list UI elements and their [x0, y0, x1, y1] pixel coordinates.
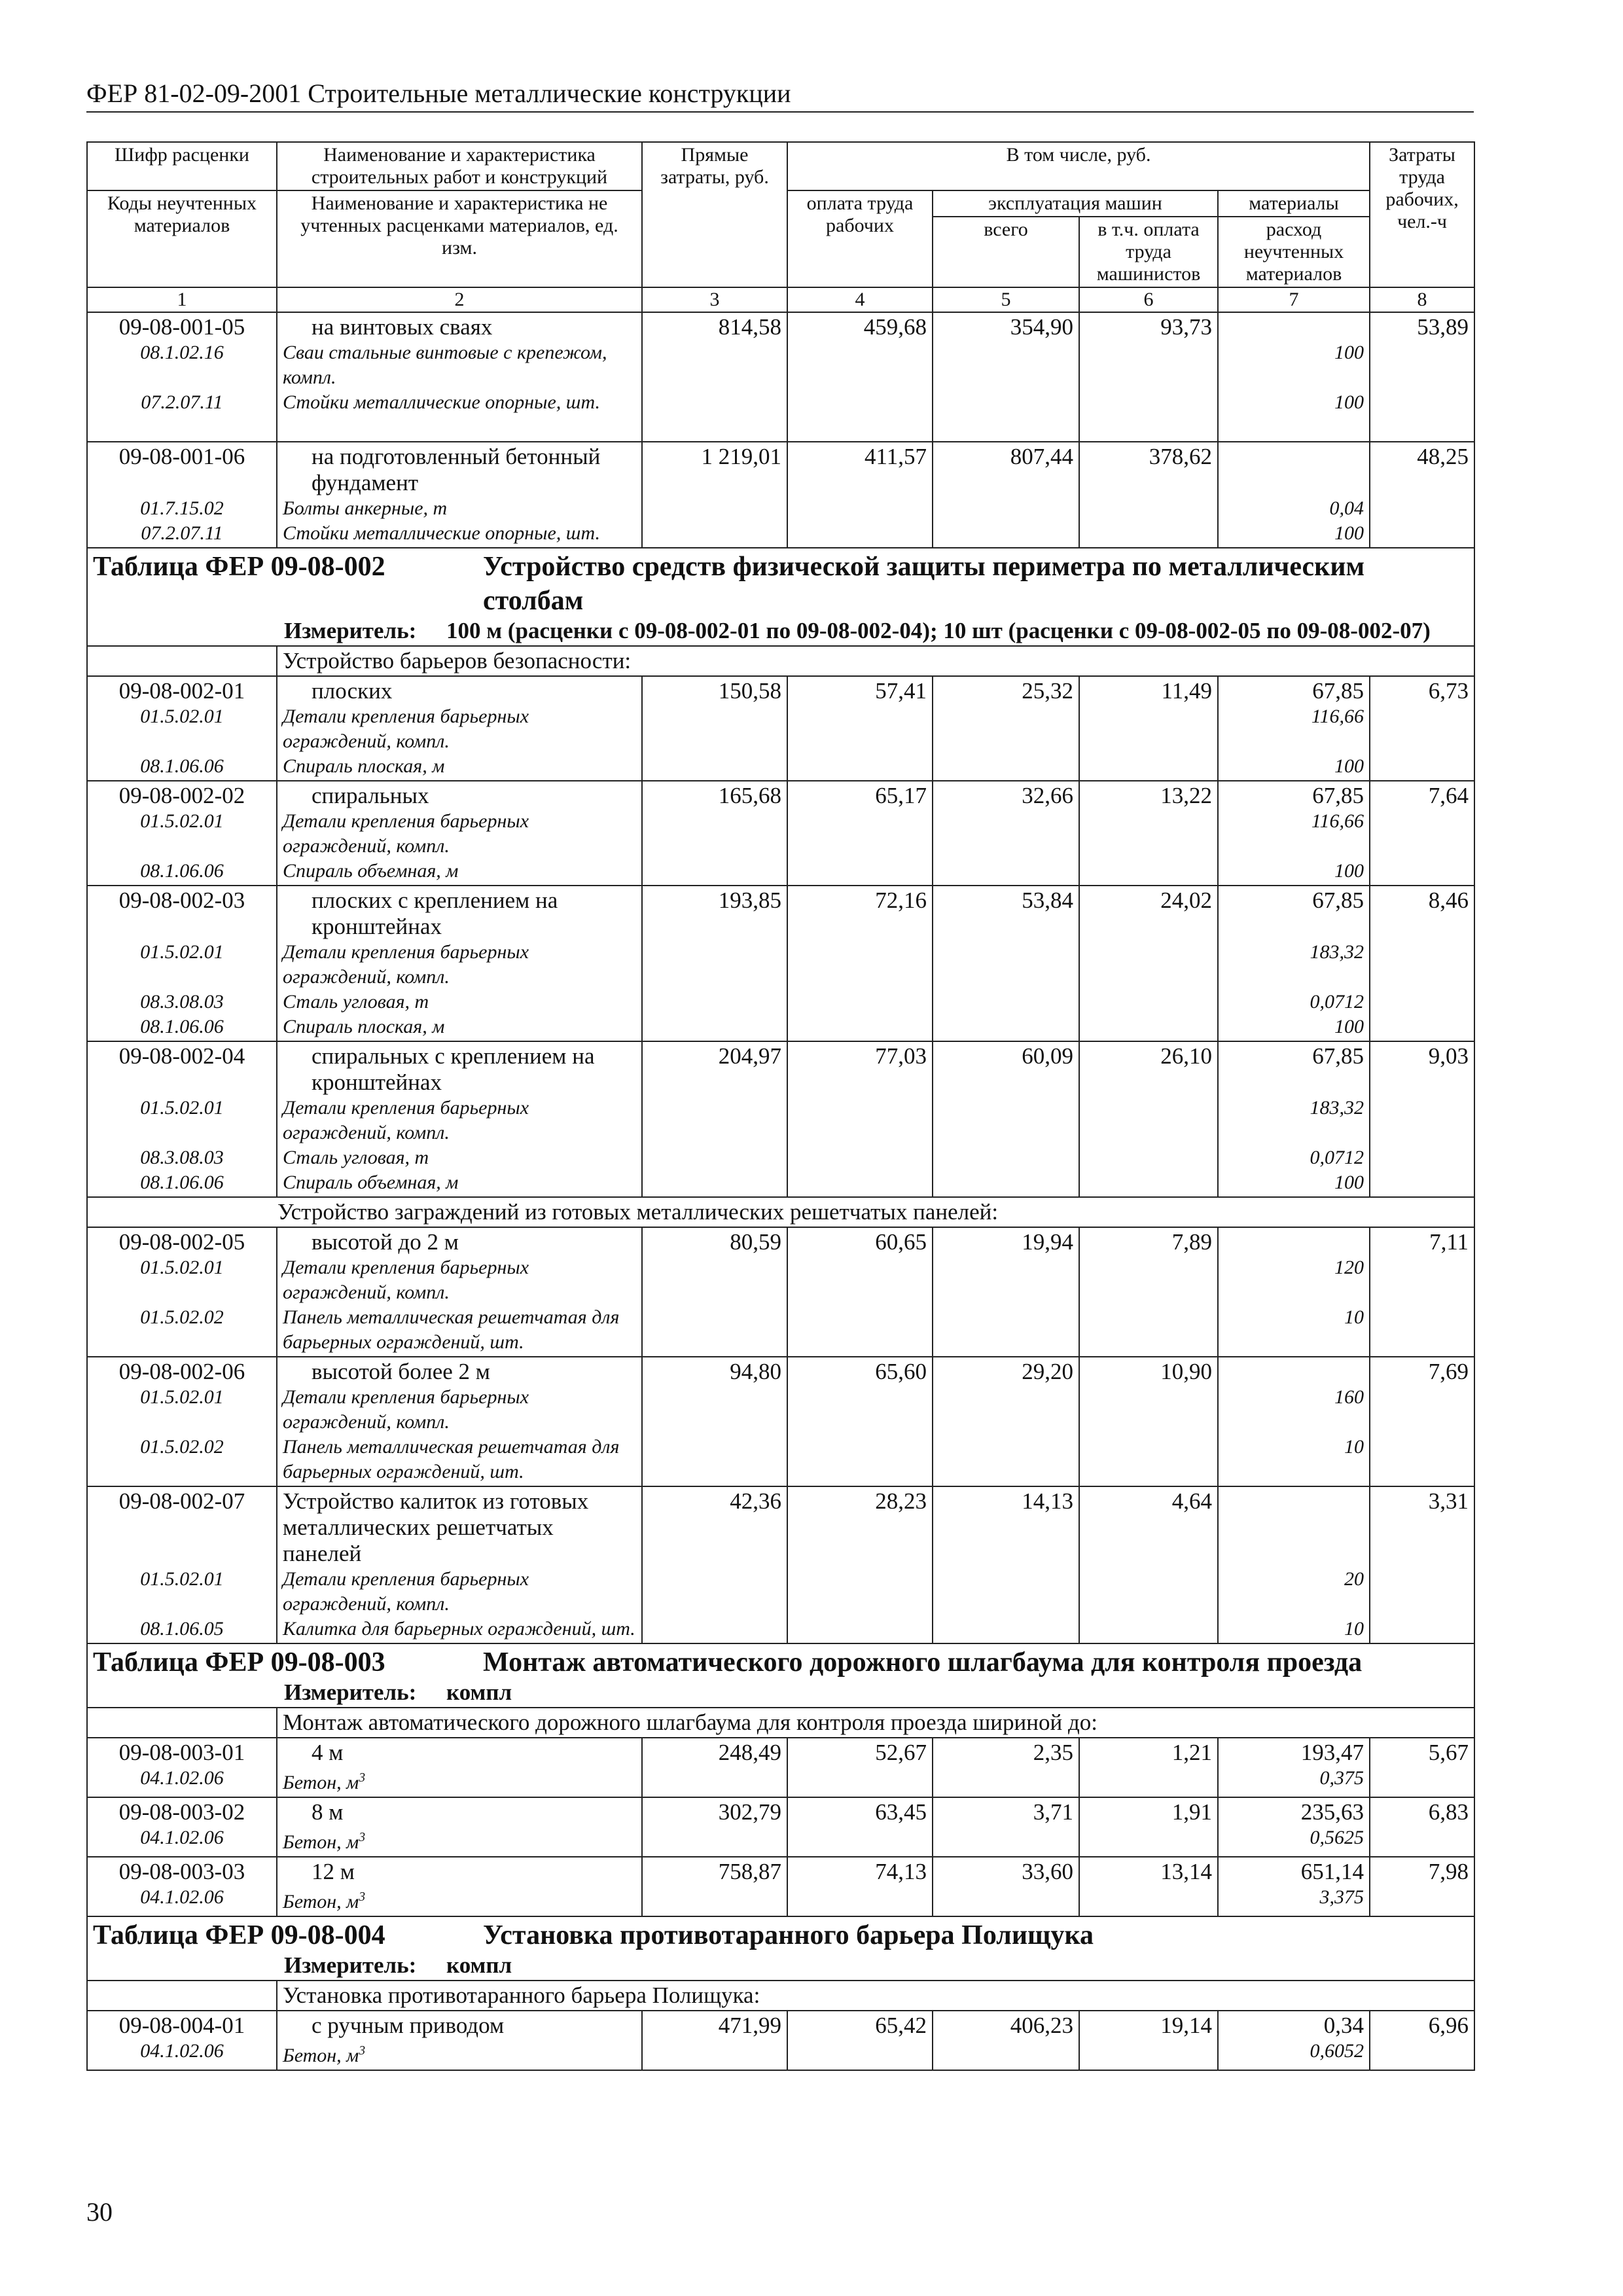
table-row [87, 1797, 1474, 1857]
machinist-labor: 1,91 [1079, 1797, 1218, 1857]
labor-cost: 411,57 [787, 442, 933, 548]
material-code: 01.7.15.02 [140, 497, 224, 519]
machinist-labor: 13,14 [1079, 1857, 1218, 1916]
direct-cost: 150,58 [642, 676, 787, 781]
table-title-row [87, 1643, 1474, 1708]
rate-name: 12 м [312, 1859, 355, 1884]
labor-cost: 60,65 [787, 1227, 933, 1357]
table-title-row [87, 548, 1474, 646]
table-title: Устройство средств физической защиты периметра по металлическим столбам [483, 552, 1365, 616]
workers-hours: 53,89 [1370, 312, 1474, 442]
labor-cost: 57,41 [787, 676, 933, 781]
machine-cost: 19,94 [933, 1227, 1079, 1357]
section-row [87, 1981, 1474, 2011]
workers-hours: 6,96 [1370, 2011, 1474, 2070]
material-name: Спираль объемная, м [283, 1172, 459, 1193]
material-usage: 120 [1334, 1257, 1364, 1278]
machinist-labor: 10,90 [1079, 1357, 1218, 1486]
machinist-labor: 1,21 [1079, 1738, 1218, 1797]
machinist-labor: 11,49 [1079, 676, 1218, 781]
direct-cost: 471,99 [642, 2011, 787, 2070]
material-cost: 193,47 [1300, 1740, 1364, 1765]
rate-name: спиральных [312, 783, 429, 808]
workers-hours: 5,67 [1370, 1738, 1474, 1797]
direct-cost: 193,85 [642, 886, 787, 1041]
workers-hours: 7,11 [1370, 1227, 1474, 1357]
colnum: 2 [277, 287, 642, 312]
workers-hours: 48,25 [1370, 442, 1474, 548]
rate-name: на винтовых сваях [312, 314, 493, 340]
material-usage: 116,66 [1311, 810, 1364, 832]
table-row [87, 1738, 1474, 1797]
material-name: Калитка для барьерных ограждений, шт. [283, 1618, 635, 1640]
running-header: ФЕР 81-02-09-2001 Строительные металлические конструкции [86, 79, 1474, 113]
direct-cost: 80,59 [642, 1227, 787, 1357]
material-name: Детали крепления барьерных ограждений, компл. [283, 1568, 529, 1615]
machine-cost: 60,09 [933, 1041, 1079, 1197]
unit-superscript: 3 [359, 1890, 366, 1904]
header-materials: материалы [1218, 190, 1370, 217]
direct-cost: 814,58 [642, 312, 787, 442]
direct-cost: 165,68 [642, 781, 787, 886]
colnum: 3 [642, 287, 787, 312]
material-code: 04.1.02.06 [140, 1886, 224, 1908]
labor-cost: 74,13 [787, 1857, 933, 1916]
page-number: 30 [86, 2197, 113, 2227]
material-code: 08.1.06.06 [140, 1016, 224, 1037]
section-title: Устройство барьеров безопасности: [277, 646, 1474, 676]
material-name: Бетон, м [283, 1831, 359, 1853]
measure-unit: компл [446, 1679, 512, 1705]
material-code: 04.1.02.06 [140, 1827, 224, 1848]
material-usage: 0,6052 [1310, 2040, 1364, 2062]
direct-cost: 302,79 [642, 1797, 787, 1857]
material-name: Спираль плоская, м [283, 1016, 445, 1037]
colnum: 1 [87, 287, 277, 312]
header-machines: эксплуатация машин [933, 190, 1218, 217]
material-cost: 651,14 [1300, 1859, 1364, 1884]
rate-name: высотой до 2 м [312, 1229, 459, 1255]
machinist-labor: 24,02 [1079, 886, 1218, 1041]
header-name: Наименование и характеристика строительных работ и конструкций [277, 142, 642, 190]
rate-code: 09-08-002-04 [118, 1043, 245, 1069]
rate-name: спиральных с креплением на кронштейнах [312, 1043, 595, 1095]
rate-code: 09-08-001-05 [118, 314, 245, 340]
rate-code: 09-08-003-02 [118, 1799, 245, 1825]
table-row [87, 781, 1474, 886]
header-labor: оплата труда рабочих [787, 190, 933, 287]
page [86, 79, 1474, 2071]
header-name-sub: Наименование и характеристика не учтенных расценками материалов, ед. изм. [277, 190, 642, 287]
machinist-labor: 378,62 [1079, 442, 1218, 548]
machinist-labor: 4,64 [1079, 1486, 1218, 1643]
table-row [87, 886, 1474, 1041]
labor-cost: 65,42 [787, 2011, 933, 2070]
table-row [87, 312, 1474, 442]
machinist-labor: 93,73 [1079, 312, 1218, 442]
material-code: 08.1.06.06 [140, 860, 224, 882]
material-usage: 10 [1344, 1436, 1364, 1458]
material-cost: 67,85 [1312, 1043, 1364, 1069]
material-usage: 100 [1334, 1016, 1364, 1037]
material-cost [1224, 1229, 1364, 1255]
workers-hours: 7,64 [1370, 781, 1474, 886]
machine-cost: 354,90 [933, 312, 1079, 442]
machine-cost: 29,20 [933, 1357, 1079, 1486]
colnum: 8 [1370, 287, 1474, 312]
rate-code: 09-08-003-03 [118, 1859, 245, 1884]
section-title: Устройство заграждений из готовых металлических решетчатых панелей: [87, 1197, 1474, 1227]
material-code: 01.5.02.01 [140, 941, 224, 963]
machine-cost: 14,13 [933, 1486, 1079, 1643]
material-name: Детали крепления барьерных ограждений, компл. [283, 1257, 529, 1303]
material-name: Спираль плоская, м [283, 755, 445, 777]
rate-code: 09-08-004-01 [118, 2013, 245, 2038]
rate-name: с ручным приводом [312, 2013, 505, 2038]
material-code: 01.5.02.02 [140, 1306, 224, 1328]
material-code: 01.5.02.01 [140, 810, 224, 832]
header-mach-total: всего [933, 217, 1079, 287]
material-usage: 183,32 [1310, 1097, 1364, 1119]
labor-cost: 459,68 [787, 312, 933, 442]
material-usage: 100 [1334, 391, 1364, 413]
table-row [87, 1857, 1474, 1916]
material-code: 08.3.08.03 [140, 1147, 224, 1168]
machine-cost: 2,35 [933, 1738, 1079, 1797]
material-name: Бетон, м [283, 2045, 359, 2066]
material-usage: 100 [1334, 755, 1364, 777]
material-usage: 116,66 [1311, 706, 1364, 727]
material-usage: 100 [1334, 342, 1364, 363]
material-usage: 183,32 [1310, 941, 1364, 963]
rate-name: Устройство калиток из готовых металлических решетчатых панелей [283, 1488, 589, 1566]
table-title: Монтаж автоматического дорожного шлагбаума для контроля проезда [483, 1647, 1363, 1677]
machine-cost: 32,66 [933, 781, 1079, 886]
labor-cost: 52,67 [787, 1738, 933, 1797]
labor-cost: 28,23 [787, 1486, 933, 1643]
direct-cost: 42,36 [642, 1486, 787, 1643]
material-cost: 235,63 [1300, 1799, 1364, 1825]
rate-name: 8 м [312, 1799, 344, 1825]
material-usage: 100 [1334, 522, 1364, 544]
table-title: Установка противотаранного барьера Полищука [483, 1920, 1094, 1950]
material-name: Детали крепления барьерных ограждений, компл. [283, 706, 529, 752]
material-usage: 0,04 [1329, 497, 1364, 519]
rate-code: 09-08-002-06 [118, 1359, 245, 1384]
material-code: 01.5.02.01 [140, 706, 224, 727]
rate-code: 09-08-003-01 [118, 1740, 245, 1765]
table-row [87, 442, 1474, 548]
material-name: Детали крепления барьерных ограждений, компл. [283, 1386, 529, 1433]
colnum: 6 [1079, 287, 1218, 312]
material-usage: 0,0712 [1310, 991, 1364, 1013]
table-row [87, 2011, 1474, 2070]
material-name: Стойки металлические опорные, шт. [283, 391, 600, 413]
direct-cost: 94,80 [642, 1357, 787, 1486]
colnum: 7 [1218, 287, 1370, 312]
material-code: 01.5.02.01 [140, 1568, 224, 1590]
measure-label: Измеритель: [284, 618, 417, 643]
material-name: Сталь угловая, т [283, 1147, 429, 1168]
material-cost [1224, 444, 1364, 470]
unit-superscript: 3 [359, 1771, 366, 1785]
rate-name: высотой более 2 м [312, 1359, 490, 1384]
measure-label: Измеритель: [284, 1679, 417, 1705]
header-code-sub: Коды неучтенных материалов [87, 190, 277, 287]
table-label: Таблица ФЕР 09-08-002 [93, 552, 385, 582]
material-usage: 100 [1334, 860, 1364, 882]
colnum: 5 [933, 287, 1079, 312]
labor-cost: 65,60 [787, 1357, 933, 1486]
workers-hours: 7,69 [1370, 1357, 1474, 1486]
material-cost: 67,85 [1312, 888, 1364, 913]
column-numbers [87, 287, 1474, 312]
table-label: Таблица ФЕР 09-08-004 [93, 1920, 385, 1950]
rate-code: 09-08-002-02 [118, 783, 245, 808]
direct-cost: 758,87 [642, 1857, 787, 1916]
section-row [87, 646, 1474, 676]
workers-hours: 3,31 [1370, 1486, 1474, 1643]
rate-code: 09-08-002-05 [118, 1229, 245, 1255]
table-label: Таблица ФЕР 09-08-003 [93, 1647, 385, 1677]
material-code: 01.5.02.02 [140, 1436, 224, 1458]
labor-cost: 63,45 [787, 1797, 933, 1857]
material-usage: 0,5625 [1310, 1827, 1364, 1848]
workers-hours: 9,03 [1370, 1041, 1474, 1197]
machinist-labor: 13,22 [1079, 781, 1218, 886]
machine-cost: 3,71 [933, 1797, 1079, 1857]
material-name: Детали крепления барьерных ограждений, компл. [283, 941, 529, 988]
header-mach-labor: в т.ч. оплата труда машинистов [1079, 217, 1218, 287]
table-row [87, 676, 1474, 781]
machinist-labor: 26,10 [1079, 1041, 1218, 1197]
workers-hours: 8,46 [1370, 886, 1474, 1041]
header-workers: Затраты труда рабочих, чел.-ч [1370, 142, 1474, 287]
material-name: Сталь угловая, т [283, 991, 429, 1013]
measure-unit: 100 м (расценки с 09-08-002-01 по 09-08-002-04); 10 шт (расценки с 09-08-002-05 по 09-08-002-07) [446, 618, 1431, 643]
material-usage: 20 [1344, 1568, 1364, 1590]
machine-cost: 33,60 [933, 1857, 1079, 1916]
labor-cost: 65,17 [787, 781, 933, 886]
material-usage: 0,375 [1319, 1767, 1364, 1789]
material-code: 07.2.07.11 [141, 391, 223, 413]
machine-cost: 25,32 [933, 676, 1079, 781]
direct-cost: 248,49 [642, 1738, 787, 1797]
material-usage: 100 [1334, 1172, 1364, 1193]
material-code: 08.1.06.05 [140, 1618, 224, 1640]
material-code: 08.1.06.06 [140, 1172, 224, 1193]
material-usage: 0,0712 [1310, 1147, 1364, 1168]
rate-name: плоских с креплением на кронштейнах [312, 888, 558, 939]
material-usage: 10 [1344, 1306, 1364, 1328]
material-name: Детали крепления барьерных ограждений, компл. [283, 810, 529, 857]
rate-code: 09-08-002-07 [118, 1488, 245, 1514]
machinist-labor: 19,14 [1079, 2011, 1218, 2070]
material-name: Панель металлическая решетчатая для барьерных ограждений, шт. [283, 1436, 620, 1482]
table-row [87, 1486, 1474, 1643]
material-cost [1224, 1488, 1364, 1515]
section-title: Монтаж автоматического дорожного шлагбаума для контроля проезда шириной до: [277, 1708, 1474, 1738]
material-cost: 0,34 [1323, 2013, 1364, 2038]
material-usage: 10 [1344, 1618, 1364, 1640]
rate-code: 09-08-002-01 [118, 678, 245, 704]
table-row [87, 1357, 1474, 1486]
machine-cost: 53,84 [933, 886, 1079, 1041]
material-code: 04.1.02.06 [140, 1767, 224, 1789]
material-name: Спираль объемная, м [283, 860, 459, 882]
section-row [87, 1197, 1474, 1227]
workers-hours: 6,83 [1370, 1797, 1474, 1857]
rate-code: 09-08-001-06 [118, 444, 245, 469]
material-cost: 67,85 [1312, 678, 1364, 704]
material-cost [1224, 314, 1364, 340]
header-code: Шифр расценки [87, 142, 277, 190]
header-direct: Прямые затраты, руб. [642, 142, 787, 287]
material-code: 08.1.02.16 [140, 342, 224, 363]
material-name: Болты анкерные, т [283, 497, 448, 519]
material-name: Бетон, м [283, 1891, 359, 1912]
rates-table [86, 141, 1475, 2071]
material-name: Сваи стальные винтовые с крепежом, компл. [283, 342, 607, 388]
material-name: Детали крепления барьерных ограждений, компл. [283, 1097, 529, 1143]
section-title: Установка противотаранного барьера Полищука: [277, 1981, 1474, 2011]
material-code: 04.1.02.06 [140, 2040, 224, 2062]
rate-code: 09-08-002-03 [118, 888, 245, 913]
machinist-labor: 7,89 [1079, 1227, 1218, 1357]
material-cost: 67,85 [1312, 783, 1364, 808]
material-usage: 3,375 [1319, 1886, 1364, 1908]
material-code: 08.1.06.06 [140, 755, 224, 777]
colnum: 4 [787, 287, 933, 312]
table-row [87, 1227, 1474, 1357]
material-name: Бетон, м [283, 1772, 359, 1793]
table-title-row [87, 1916, 1474, 1981]
rate-name: плоских [312, 678, 393, 704]
measure-label: Измеритель: [284, 1952, 417, 1978]
machine-cost: 406,23 [933, 2011, 1079, 2070]
section-row [87, 1708, 1474, 1738]
material-code: 01.5.02.01 [140, 1386, 224, 1408]
material-name: Стойки металлические опорные, шт. [283, 522, 600, 544]
material-name: Панель металлическая решетчатая для барьерных ограждений, шт. [283, 1306, 620, 1353]
rate-name: на подготовленный бетонный фундамент [312, 444, 601, 495]
material-usage: 160 [1334, 1386, 1364, 1408]
workers-hours: 6,73 [1370, 676, 1474, 781]
header-mat-usage: расход неучтенных материалов [1218, 217, 1370, 287]
rate-name: 4 м [312, 1740, 344, 1765]
measure-unit: компл [446, 1952, 512, 1978]
material-cost [1224, 1359, 1364, 1385]
direct-cost: 1 219,01 [642, 442, 787, 548]
material-code: 07.2.07.11 [141, 522, 223, 544]
direct-cost: 204,97 [642, 1041, 787, 1197]
header-incl: В том числе, руб. [787, 142, 1370, 190]
material-code: 01.5.02.01 [140, 1097, 224, 1119]
unit-superscript: 3 [359, 2044, 366, 2058]
material-code: 08.3.08.03 [140, 991, 224, 1013]
labor-cost: 77,03 [787, 1041, 933, 1197]
machine-cost: 807,44 [933, 442, 1079, 548]
labor-cost: 72,16 [787, 886, 933, 1041]
workers-hours: 7,98 [1370, 1857, 1474, 1916]
unit-superscript: 3 [359, 1831, 366, 1844]
material-code: 01.5.02.01 [140, 1257, 224, 1278]
table-row [87, 1041, 1474, 1197]
